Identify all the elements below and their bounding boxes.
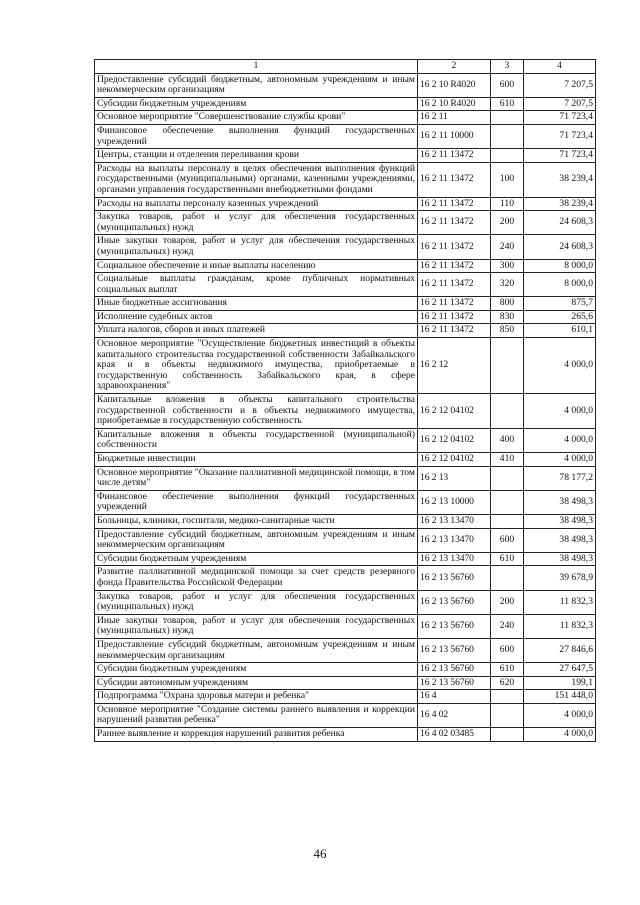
amount-cell: 38 498,3 bbox=[524, 490, 596, 514]
expense-type-cell bbox=[491, 490, 524, 514]
code-cell: 16 4 bbox=[418, 690, 491, 704]
name-cell: Предоставление субсидий бюджетным, автономным учреждениям и иным некоммерческим организациям bbox=[95, 73, 418, 97]
expense-type-cell: 610 bbox=[491, 663, 524, 677]
amount-cell: 199,1 bbox=[524, 676, 596, 690]
code-cell: 16 2 11 13472 bbox=[418, 211, 491, 235]
code-cell: 16 2 13 56760 bbox=[418, 638, 491, 662]
expense-type-cell bbox=[491, 124, 524, 148]
amount-cell: 38 498,3 bbox=[524, 552, 596, 566]
code-cell: 16 2 11 13472 bbox=[418, 162, 491, 197]
table-row bbox=[95, 111, 596, 125]
expense-type-cell bbox=[491, 111, 524, 125]
name-cell: Центры, станции и отделения переливания крови bbox=[95, 149, 418, 163]
expense-type-cell: 800 bbox=[491, 297, 524, 311]
table-row bbox=[95, 453, 596, 467]
page-number: 46 bbox=[313, 846, 327, 861]
amount-cell: 875,7 bbox=[524, 297, 596, 311]
amount-cell: 38 498,3 bbox=[524, 528, 596, 552]
amount-cell: 11 832,3 bbox=[524, 590, 596, 614]
header-cell-vr: 3 bbox=[491, 60, 524, 74]
name-cell: Больницы, клиники, госпитали, медико-санитарные части bbox=[95, 514, 418, 528]
table-row bbox=[95, 149, 596, 163]
budget-table bbox=[94, 59, 596, 742]
expense-type-cell bbox=[491, 394, 524, 429]
code-cell: 16 2 13 13470 bbox=[418, 552, 491, 566]
amount-cell: 8 000,0 bbox=[524, 273, 596, 297]
amount-cell: 265,6 bbox=[524, 310, 596, 324]
name-cell: Социальные выплаты гражданам, кроме публичных нормативных социальных выплат bbox=[95, 273, 418, 297]
expense-type-cell bbox=[491, 149, 524, 163]
expense-type-cell: 100 bbox=[491, 162, 524, 197]
amount-cell: 4 000,0 bbox=[524, 703, 596, 727]
code-cell: 16 2 11 13472 bbox=[418, 297, 491, 311]
expense-type-cell: 320 bbox=[491, 273, 524, 297]
table-row bbox=[95, 297, 596, 311]
expense-type-cell: 400 bbox=[491, 428, 524, 452]
expense-type-cell bbox=[491, 728, 524, 742]
amount-cell: 38 498,3 bbox=[524, 514, 596, 528]
table-row bbox=[95, 338, 596, 394]
name-cell: Иные закупки товаров, работ и услуг для обеспечения государственных (муниципальных) нужд bbox=[95, 614, 418, 638]
name-cell: Расходы на выплаты персоналу казенных учреждений bbox=[95, 197, 418, 211]
code-cell: 16 2 11 13472 bbox=[418, 149, 491, 163]
name-cell: Основное мероприятие "Оказание паллиативной медицинской помощи, в том числе детям" bbox=[95, 466, 418, 490]
amount-cell: 4 000,0 bbox=[524, 453, 596, 467]
code-cell: 16 2 13 56760 bbox=[418, 590, 491, 614]
name-cell: Закупка товаров, работ и услуг для обеспечения государственных (муниципальных) нужд bbox=[95, 211, 418, 235]
table-row bbox=[95, 703, 596, 727]
name-cell: Финансовое обеспечение выполнения функций государственных учреждений bbox=[95, 490, 418, 514]
expense-type-cell bbox=[491, 514, 524, 528]
code-cell: 16 2 11 13472 bbox=[418, 259, 491, 273]
amount-cell: 4 000,0 bbox=[524, 728, 596, 742]
name-cell: Субсидии автономным учреждениям bbox=[95, 676, 418, 690]
amount-cell: 4 000,0 bbox=[524, 428, 596, 452]
expense-type-cell: 200 bbox=[491, 211, 524, 235]
table-row bbox=[95, 211, 596, 235]
name-cell: Финансовое обеспечение выполнения функций государственных учреждений bbox=[95, 124, 418, 148]
amount-cell: 27 647,5 bbox=[524, 663, 596, 677]
code-cell: 16 2 13 56760 bbox=[418, 566, 491, 590]
amount-cell: 39 678,9 bbox=[524, 566, 596, 590]
amount-cell: 24 608,3 bbox=[524, 211, 596, 235]
expense-type-cell: 200 bbox=[491, 590, 524, 614]
name-cell: Расходы на выплаты персоналу в целях обеспечения выполнения функций государственными (муниципальными) органами, казенными учреждениями, органами управления государственными внебюджетными фондами bbox=[95, 162, 418, 197]
expense-type-cell bbox=[491, 466, 524, 490]
code-cell: 16 2 13 56760 bbox=[418, 676, 491, 690]
name-cell: Закупка товаров, работ и услуг для обеспечения государственных (муниципальных) нужд bbox=[95, 590, 418, 614]
name-cell: Капитальные вложения в объекты государственной (муниципальной) собственности bbox=[95, 428, 418, 452]
table-row bbox=[95, 428, 596, 452]
name-cell: Субсидии бюджетным учреждениям bbox=[95, 552, 418, 566]
table-row bbox=[95, 466, 596, 490]
name-cell: Предоставление субсидий бюджетным, автономным учреждениям и иным некоммерческим организациям bbox=[95, 638, 418, 662]
name-cell: Основное мероприятие "Совершенствование службы крови" bbox=[95, 111, 418, 125]
name-cell: Исполнение судебных актов bbox=[95, 310, 418, 324]
name-cell: Социальное обеспечение и иные выплаты населению bbox=[95, 259, 418, 273]
table-row bbox=[95, 638, 596, 662]
expense-type-cell bbox=[491, 566, 524, 590]
code-cell: 16 2 10 R4020 bbox=[418, 73, 491, 97]
expense-type-cell: 830 bbox=[491, 310, 524, 324]
expense-type-cell bbox=[491, 690, 524, 704]
name-cell: Развитие паллиативной медицинской помощи за счет средств резервного фонда Правительства Российской Федерации bbox=[95, 566, 418, 590]
code-cell: 16 2 11 10000 bbox=[418, 124, 491, 148]
name-cell: Субсидии бюджетным учреждениям bbox=[95, 97, 418, 111]
table-row bbox=[95, 490, 596, 514]
expense-type-cell: 610 bbox=[491, 552, 524, 566]
amount-cell: 71 723,4 bbox=[524, 111, 596, 125]
table-row bbox=[95, 676, 596, 690]
code-cell: 16 2 10 R4020 bbox=[418, 97, 491, 111]
amount-cell: 11 832,3 bbox=[524, 614, 596, 638]
expense-type-cell bbox=[491, 338, 524, 394]
expense-type-cell: 600 bbox=[491, 638, 524, 662]
name-cell: Иные закупки товаров, работ и услуг для обеспечения государственных (муниципальных) нужд bbox=[95, 235, 418, 259]
expense-type-cell: 620 bbox=[491, 676, 524, 690]
expense-type-cell: 240 bbox=[491, 614, 524, 638]
expense-type-cell: 610 bbox=[491, 97, 524, 111]
name-cell: Основное мероприятие "Создание системы раннего выявления и коррекции нарушений развития ребенка" bbox=[95, 703, 418, 727]
amount-cell: 24 608,3 bbox=[524, 235, 596, 259]
code-cell: 16 4 02 bbox=[418, 703, 491, 727]
name-cell: Капитальные вложения в объекты капитального строительства государственной собственности и в объекты недвижимого имущества, приобретаемые в государственную собственность bbox=[95, 394, 418, 429]
table-row bbox=[95, 590, 596, 614]
header-cell-sum: 4 bbox=[524, 60, 596, 74]
code-cell: 16 2 11 13472 bbox=[418, 273, 491, 297]
amount-cell: 4 000,0 bbox=[524, 338, 596, 394]
name-cell: Уплата налогов, сборов и иных платежей bbox=[95, 324, 418, 338]
name-cell: Бюджетные инвестиции bbox=[95, 453, 418, 467]
code-cell: 16 2 11 13472 bbox=[418, 310, 491, 324]
code-cell: 16 2 11 13472 bbox=[418, 235, 491, 259]
table-row bbox=[95, 528, 596, 552]
expense-type-cell: 850 bbox=[491, 324, 524, 338]
code-cell: 16 2 13 56760 bbox=[418, 614, 491, 638]
table-header-row bbox=[95, 60, 596, 74]
amount-cell: 7 207,5 bbox=[524, 97, 596, 111]
code-cell: 16 2 11 13472 bbox=[418, 324, 491, 338]
name-cell: Подпрограмма "Охрана здоровья матери и ребенка" bbox=[95, 690, 418, 704]
name-cell: Иные бюджетные ассигнования bbox=[95, 297, 418, 311]
table-row bbox=[95, 124, 596, 148]
table-row bbox=[95, 259, 596, 273]
code-cell: 16 2 12 04102 bbox=[418, 394, 491, 429]
amount-cell: 71 723,4 bbox=[524, 149, 596, 163]
name-cell: Предоставление субсидий бюджетным, автономным учреждениям и иным некоммерческим организациям bbox=[95, 528, 418, 552]
amount-cell: 610,1 bbox=[524, 324, 596, 338]
amount-cell: 8 000,0 bbox=[524, 259, 596, 273]
expense-type-cell: 410 bbox=[491, 453, 524, 467]
table-row bbox=[95, 728, 596, 742]
expense-type-cell: 600 bbox=[491, 73, 524, 97]
code-cell: 16 2 11 13472 bbox=[418, 197, 491, 211]
code-cell: 16 2 13 13470 bbox=[418, 528, 491, 552]
amount-cell: 4 000,0 bbox=[524, 394, 596, 429]
header-cell-code: 2 bbox=[418, 60, 491, 74]
amount-cell: 151 448,0 bbox=[524, 690, 596, 704]
expense-type-cell: 300 bbox=[491, 259, 524, 273]
expense-type-cell: 110 bbox=[491, 197, 524, 211]
name-cell: Субсидии бюджетным учреждениям bbox=[95, 663, 418, 677]
table-row bbox=[95, 514, 596, 528]
table-row bbox=[95, 324, 596, 338]
table-row bbox=[95, 197, 596, 211]
amount-cell: 71 723,4 bbox=[524, 124, 596, 148]
amount-cell: 27 846,6 bbox=[524, 638, 596, 662]
amount-cell: 78 177,2 bbox=[524, 466, 596, 490]
code-cell: 16 4 02 03485 bbox=[418, 728, 491, 742]
table-row bbox=[95, 73, 596, 97]
code-cell: 16 2 13 bbox=[418, 466, 491, 490]
table-row bbox=[95, 310, 596, 324]
table-row bbox=[95, 663, 596, 677]
table-row bbox=[95, 690, 596, 704]
expense-type-cell: 240 bbox=[491, 235, 524, 259]
code-cell: 16 2 13 56760 bbox=[418, 663, 491, 677]
amount-cell: 38 239,4 bbox=[524, 197, 596, 211]
table-row bbox=[95, 97, 596, 111]
expense-type-cell: 600 bbox=[491, 528, 524, 552]
table-row bbox=[95, 273, 596, 297]
table-row bbox=[95, 614, 596, 638]
table-row bbox=[95, 235, 596, 259]
code-cell: 16 2 13 10000 bbox=[418, 490, 491, 514]
amount-cell: 7 207,5 bbox=[524, 73, 596, 97]
expense-type-cell bbox=[491, 703, 524, 727]
code-cell: 16 2 13 13470 bbox=[418, 514, 491, 528]
header-cell-name: 1 bbox=[95, 60, 418, 74]
code-cell: 16 2 11 bbox=[418, 111, 491, 125]
table-row bbox=[95, 394, 596, 429]
name-cell: Основное мероприятие "Осуществление бюджетных инвестиций в объекты капитального строительства государственной собственности Забайкальского края и в объекты недвижимого имущества, приобретаемые в государственную собственность Забайкальского края, в сфере здравоохранения" bbox=[95, 338, 418, 394]
code-cell: 16 2 12 bbox=[418, 338, 491, 394]
table-row bbox=[95, 162, 596, 197]
code-cell: 16 2 12 04102 bbox=[418, 428, 491, 452]
table-row bbox=[95, 552, 596, 566]
table-row bbox=[95, 566, 596, 590]
name-cell: Раннее выявление и коррекция нарушений развития ребенка bbox=[95, 728, 418, 742]
code-cell: 16 2 12 04102 bbox=[418, 453, 491, 467]
amount-cell: 38 239,4 bbox=[524, 162, 596, 197]
